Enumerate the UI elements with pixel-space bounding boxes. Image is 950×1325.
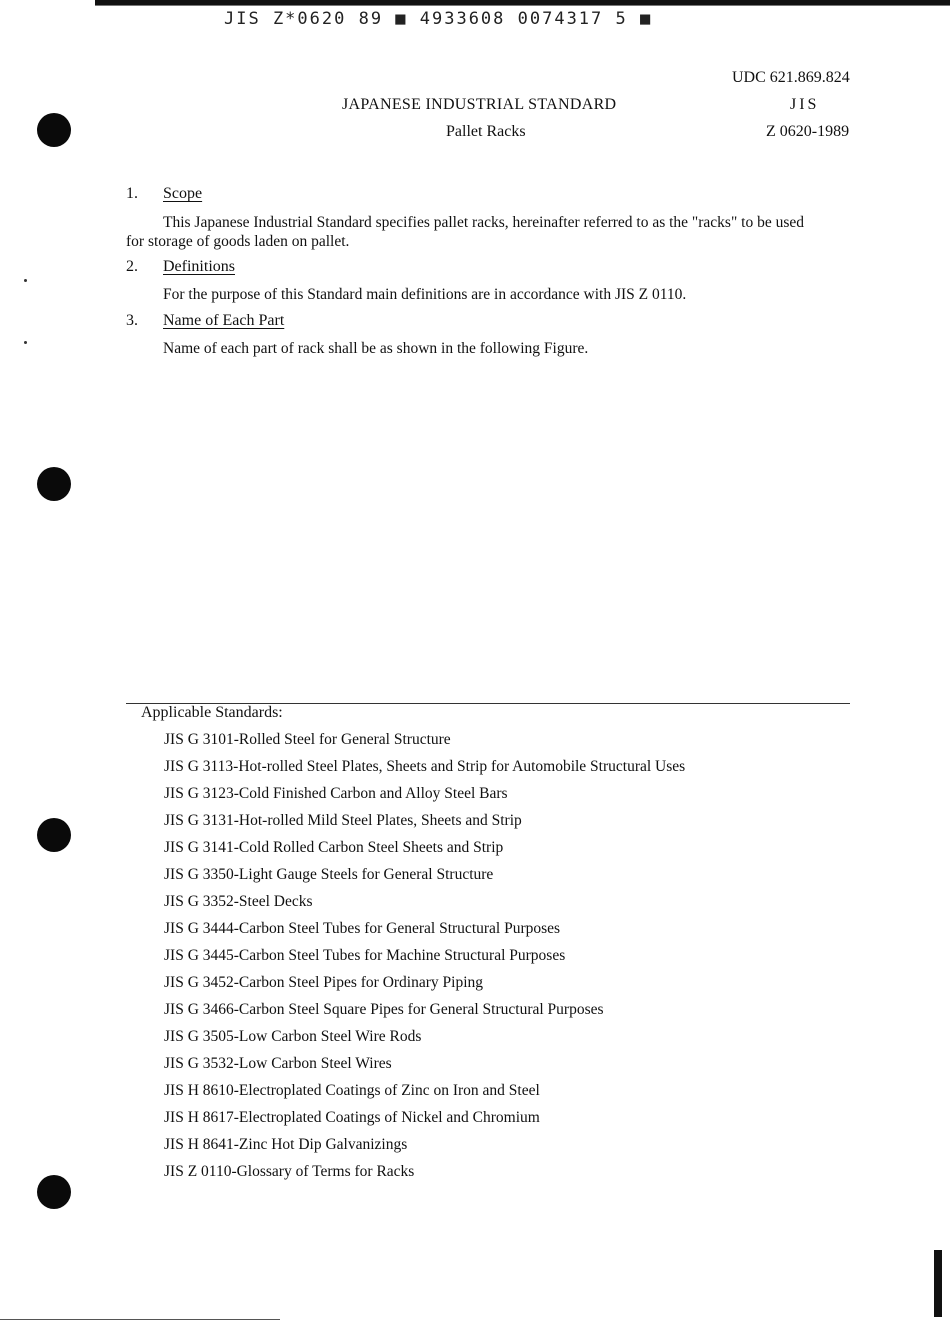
standard-item: JIS G 3350-Light Gauge Steels for General Structure (164, 866, 494, 883)
standard-item: JIS G 3505-Low Carbon Steel Wire Rods (164, 1028, 422, 1045)
scan-speck (24, 341, 27, 344)
standard-item: JIS G 3113-Hot-rolled Steel Plates, Sheets and Strip for Automobile Structural Uses (164, 758, 686, 775)
section-number: 2. (126, 258, 138, 275)
standard-item: JIS H 8610-Electroplated Coatings of Zinc on Iron and Steel (164, 1082, 540, 1099)
section-number: 1. (126, 185, 138, 202)
udc-number: UDC 621.869.824 (732, 69, 850, 86)
standard-item: JIS G 3141-Cold Rolled Carbon Steel Sheets and Strip (164, 839, 504, 856)
scan-top-border-thin (95, 5, 950, 6)
standard-item: JIS G 3466-Carbon Steel Square Pipes for General Structural Purposes (164, 1001, 604, 1018)
punch-hole (37, 467, 71, 501)
punch-hole (37, 818, 71, 852)
scan-speck (24, 279, 27, 282)
standard-item: JIS G 3444-Carbon Steel Tubes for General Structural Purposes (164, 920, 561, 937)
standard-item: JIS Z 0110-Glossary of Terms for Racks (164, 1163, 415, 1180)
section-body-name-of-each-part: Name of each part of rack shall be as shown in the following Figure. (163, 340, 589, 357)
standard-item: JIS G 3532-Low Carbon Steel Wires (164, 1055, 392, 1072)
standard-item: JIS G 3123-Cold Finished Carbon and Alloy Steel Bars (164, 785, 508, 802)
section-body-scope: This Japanese Industrial Standard specifies pallet racks, hereinafter referred to as the "racks" to be used for storage of goods laden on pallet. (126, 214, 805, 250)
standard-item: JIS G 3445-Carbon Steel Tubes for Machine Structural Purposes (164, 947, 566, 964)
scan-edge-mark (934, 1250, 942, 1317)
standard-item: JIS G 3452-Carbon Steel Pipes for Ordinary Piping (164, 974, 484, 991)
scan-bottom-rule (0, 1319, 280, 1320)
standard-item: JIS G 3352-Steel Decks (164, 893, 313, 910)
standard-item: JIS G 3131-Hot-rolled Mild Steel Plates, Sheets and Strip (164, 812, 522, 829)
document-barcode: JIS Z*0620 89 ■ 4933608 0074317 5 ■ (224, 9, 653, 29)
punch-hole (37, 1175, 71, 1209)
section-title-definitions: Definitions (163, 258, 235, 275)
document-heading: JAPANESE INDUSTRIAL STANDARD (342, 96, 617, 113)
punch-hole (37, 113, 71, 147)
standard-item: JIS H 8641-Zinc Hot Dip Galvanizings (164, 1136, 408, 1153)
document-title: Pallet Racks (446, 123, 526, 140)
section-number: 3. (126, 312, 138, 329)
standard-item: JIS H 8617-Electroplated Coatings of Nickel and Chromium (164, 1109, 540, 1126)
applicable-standards-heading: Applicable Standards: (141, 704, 283, 721)
jis-mark: JIS (790, 96, 820, 113)
section-body-definitions: For the purpose of this Standard main definitions are in accordance with JIS Z 0110. (163, 286, 687, 303)
standard-item: JIS G 3101-Rolled Steel for General Structure (164, 731, 451, 748)
standard-number: Z 0620-1989 (766, 123, 850, 140)
section-title-name-of-each-part: Name of Each Part (163, 312, 285, 329)
section-title-scope: Scope (163, 185, 203, 202)
